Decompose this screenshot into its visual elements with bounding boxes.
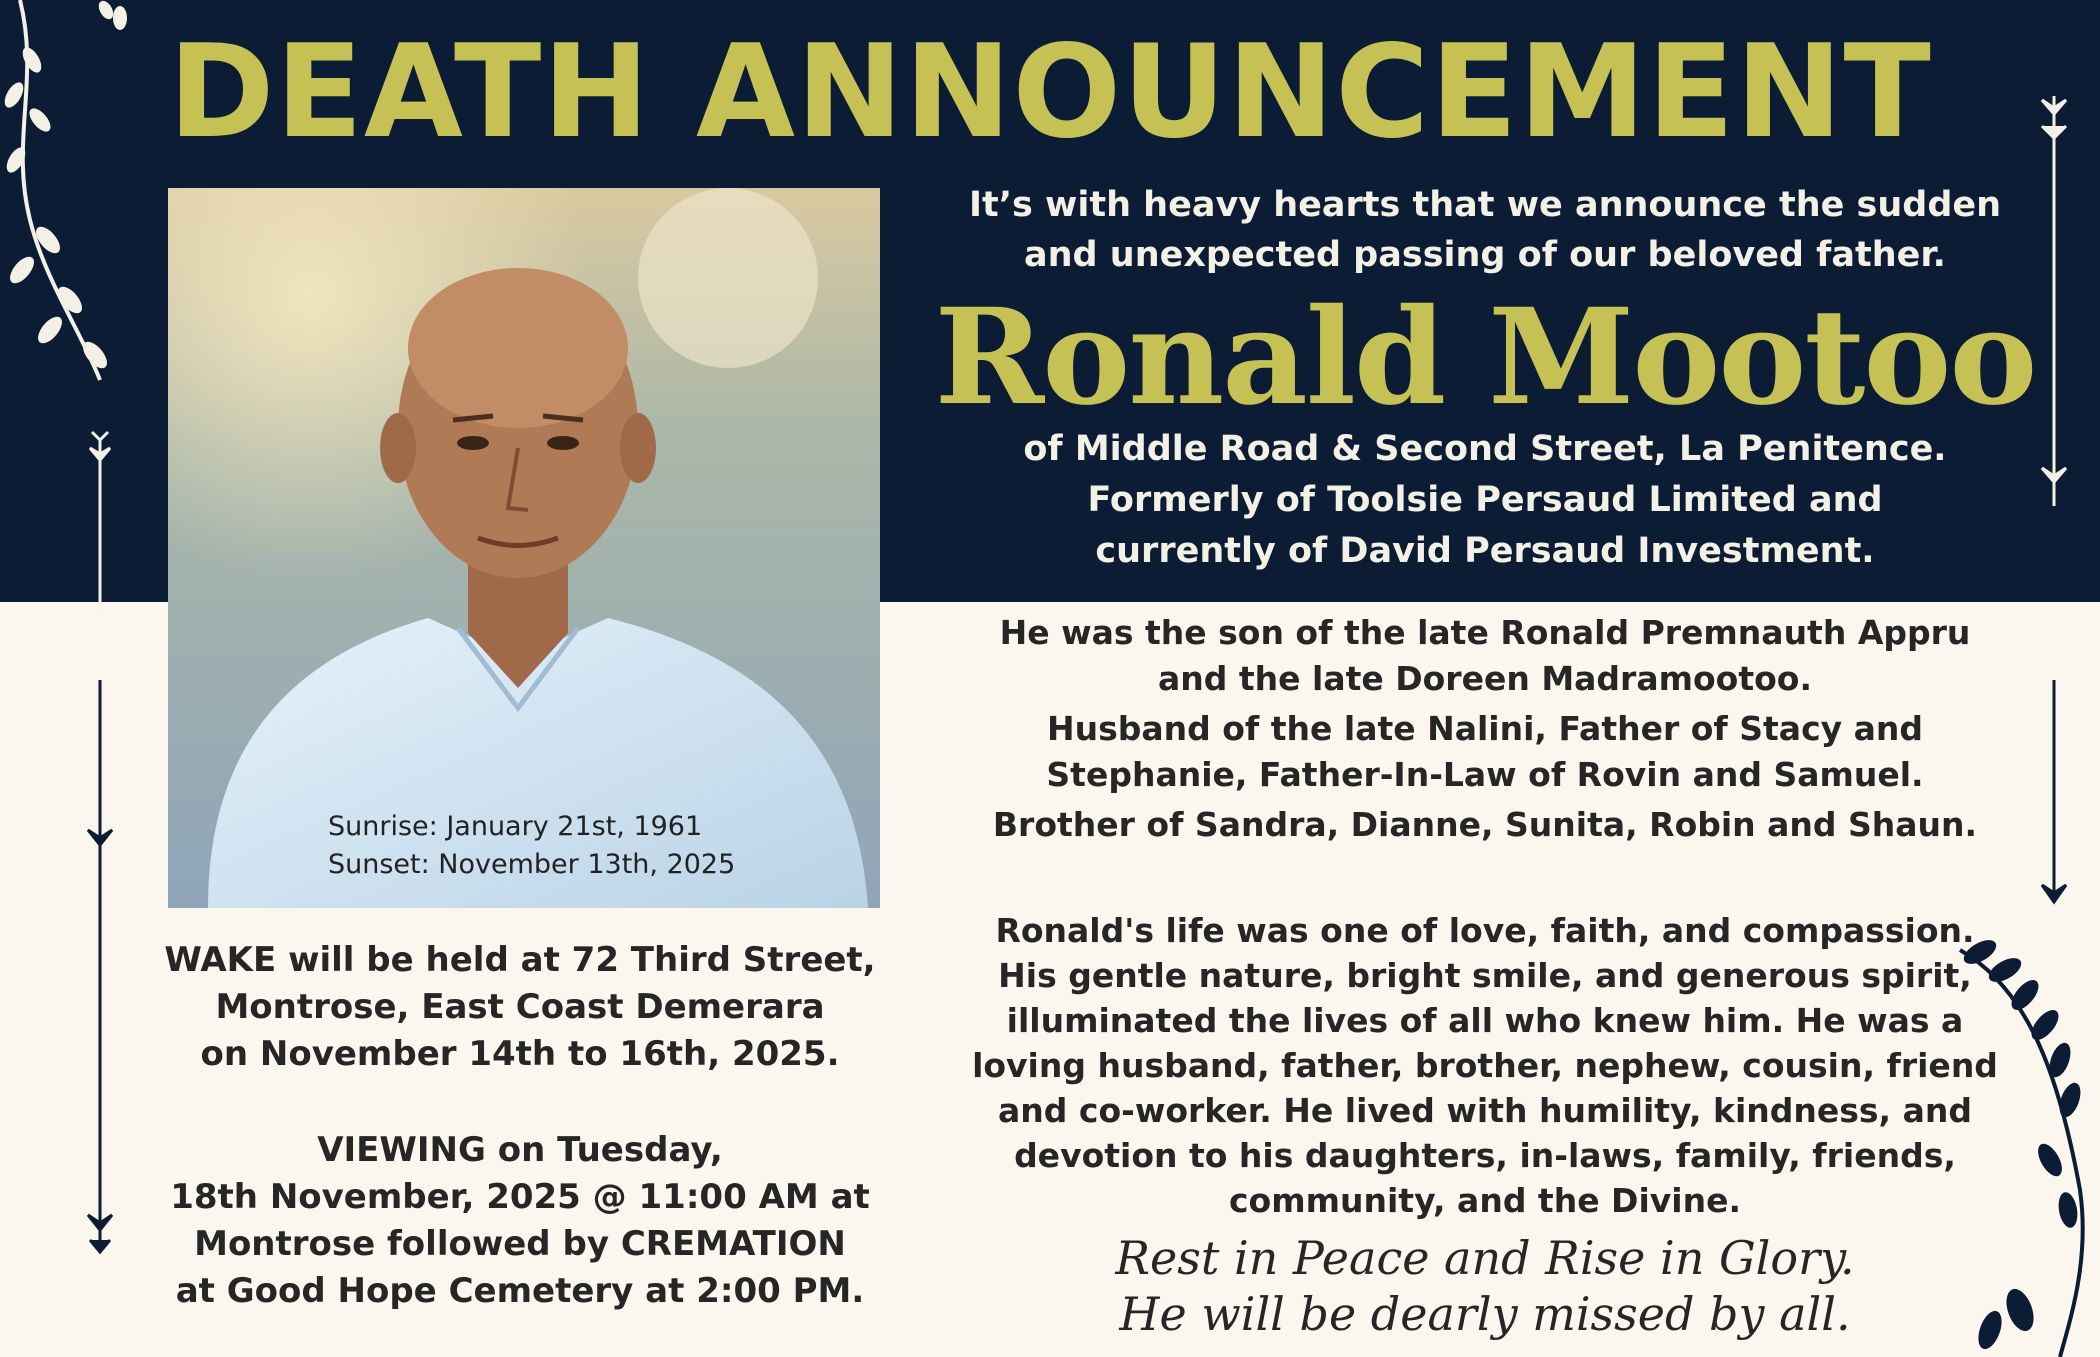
- address-line: Formerly of Toolsie Persaud Limited and: [1087, 480, 1883, 520]
- sunset-date: Sunset: November 13th, 2025: [328, 849, 736, 880]
- tribute-line: His gentle nature, bright smile, and generous spirit,: [998, 956, 1972, 995]
- closing-text: [940, 1230, 2030, 1342]
- portrait-photo: [168, 188, 880, 908]
- family-line: Stephanie, Father-In-Law of Rovin and Samuel.: [1046, 755, 1924, 794]
- family-line: Husband of the late Nalini, Father of Stacy and: [1046, 709, 1924, 748]
- family-text: [940, 610, 2030, 848]
- tribute-line: loving husband, father, brother, nephew, cousin, friend: [972, 1046, 1998, 1085]
- wake-line: Montrose, East Coast Demerara: [215, 987, 825, 1027]
- life-dates: [328, 808, 735, 884]
- viewing-line: 18th November, 2025 @ 11:00 AM at: [170, 1177, 870, 1217]
- page-title: DEATH ANNOUNCEMENT: [168, 18, 1932, 167]
- family-line: and the late Doreen Madramootoo.: [1158, 659, 1812, 698]
- tribute-text: [940, 908, 2030, 1223]
- family-line: Brother of Sandra, Dianne, Sunita, Robin and Shaun.: [992, 805, 1978, 844]
- tribute-line: illuminated the lives of all who knew him. He was a: [1006, 1001, 1964, 1040]
- closing-line: Rest in Peace and Rise in Glory.: [1115, 1231, 1855, 1285]
- portrait-illustration: [168, 188, 880, 908]
- wake-line: WAKE will be held at 72 Third Street,: [164, 940, 876, 980]
- intro-line: and unexpected passing of our beloved father.: [1024, 235, 1946, 275]
- sunrise-date: Sunrise: January 21st, 1961: [328, 811, 703, 842]
- tribute-line: Ronald's life was one of love, faith, and compassion.: [995, 911, 1975, 950]
- tribute-line: community, and the Divine.: [1229, 1181, 1741, 1220]
- viewing-line: at Good Hope Cemetery at 2:00 PM.: [175, 1271, 865, 1311]
- address-line: currently of David Persaud Investment.: [1095, 531, 1875, 571]
- tribute-line: and co-worker. He lived with humility, kindness, and: [998, 1091, 1972, 1130]
- wake-details: [130, 937, 910, 1078]
- address-text: [940, 424, 2030, 577]
- viewing-details: [130, 1127, 910, 1315]
- closing-line: He will be dearly missed by all.: [1119, 1287, 1851, 1341]
- intro-text: [940, 180, 2030, 280]
- left-upper-arrow-ornament: [80, 430, 120, 610]
- address-line: of Middle Road & Second Street, La Penitence.: [1023, 429, 1947, 469]
- intro-line: It’s with heavy hearts that we announce the sudden: [968, 185, 2002, 225]
- tribute-line: devotion to his daughters, in-laws, family, friends,: [1014, 1136, 1956, 1175]
- wake-line: on November 14th to 16th, 2025.: [200, 1034, 840, 1074]
- right-lower-arrow-ornament: [2034, 680, 2074, 910]
- viewing-line: VIEWING on Tuesday,: [317, 1130, 723, 1170]
- left-lower-arrow-ornament: [80, 680, 120, 1260]
- viewing-line: Montrose followed by CREMATION: [194, 1224, 846, 1264]
- family-line: He was the son of the late Ronald Premnauth Appru: [999, 613, 1971, 652]
- deceased-name: Ronald Mootoo: [934, 280, 2036, 435]
